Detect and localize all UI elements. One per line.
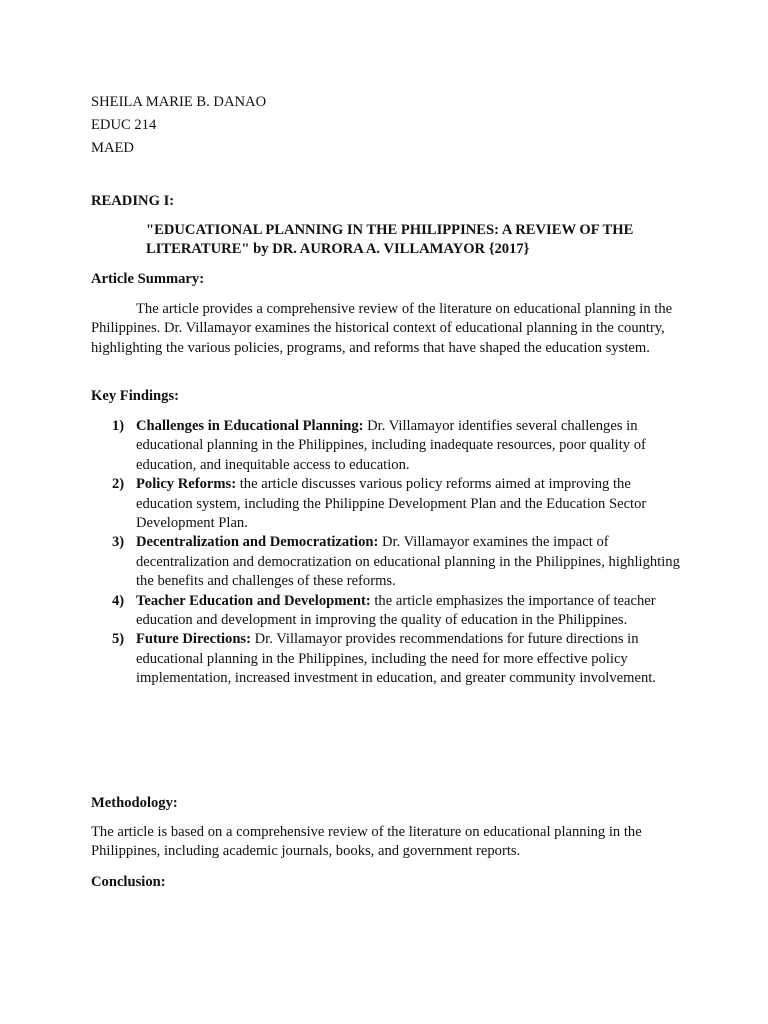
finding-text: the article discusses various policy reforms aimed at improving the education system, including the Philippine Development Plan and the Education Sector Development Plan. [136, 476, 647, 532]
summary-heading: Article Summary: [91, 271, 205, 287]
finding-term: Future Directions: [136, 631, 251, 648]
finding-text: the article emphasizes the importance of teacher education and development in improving the quality of education in the Philippines. [136, 592, 656, 629]
article-title [146, 221, 686, 260]
finding-term: Decentralization and Democratization: [136, 534, 379, 551]
finding-text: Dr. Villamayor provides recommendations for future directions in educational planning in the Philippines, including the need for more effective policy implementation, increased investment in education, and greater community involvement. [136, 631, 656, 687]
finding-number: 3) [112, 534, 125, 551]
article-title-line-2: LITERATURE" by DR. AURORA A. VILLAMAYOR {2017} [146, 241, 530, 258]
finding-text: Dr. Villamayor identifies several challenges in educational planning in the Philippines, including inadequate resources, poor quality of education, and inequitable access to education. [136, 418, 646, 473]
finding-item [91, 630, 681, 688]
summary-text: The article provides a comprehensive review of the literature on educational planning in the Philippines. Dr. Villamayor examines the historical context of educational planning in the country, highlighting the various policies, programs, and reforms that have shaped the education system. [91, 301, 673, 356]
key-findings-list [91, 417, 691, 689]
finding-item [91, 417, 681, 475]
author-name: SHEILA MARIE B. DANAO [91, 94, 267, 110]
finding-number: 5) [112, 631, 125, 648]
finding-item [91, 475, 681, 533]
finding-item [91, 592, 681, 631]
conclusion-heading: Conclusion: [91, 874, 166, 890]
methodology-paragraph: The article is based on a comprehensive review of the literature on educational planning in the Philippines, including academic journals, books, and government reports. [91, 824, 642, 860]
finding-term: Policy Reforms: [136, 476, 237, 493]
article-title-line-1: "EDUCATIONAL PLANNING IN THE PHILIPPINES: A REVIEW OF THE [146, 222, 634, 238]
finding-number: 1) [112, 418, 125, 434]
course-code: EDUC 214 [91, 117, 157, 133]
finding-number: 4) [112, 592, 125, 609]
key-findings-heading: Key Findings: [91, 388, 179, 404]
methodology-heading: Methodology: [91, 795, 178, 811]
summary-paragraph [91, 300, 681, 358]
finding-number: 2) [112, 476, 125, 493]
reading-label: READING I: [91, 193, 175, 209]
finding-term: Teacher Education and Development: [136, 592, 371, 609]
finding-term: Challenges in Educational Planning: [136, 418, 364, 434]
degree-program: MAED [91, 140, 134, 156]
finding-item [91, 533, 681, 591]
finding-text: Dr. Villamayor examines the impact of decentralization and democratization on educational planning in the Philippines, highlighting the benefits and challenges of these reforms. [136, 534, 680, 590]
